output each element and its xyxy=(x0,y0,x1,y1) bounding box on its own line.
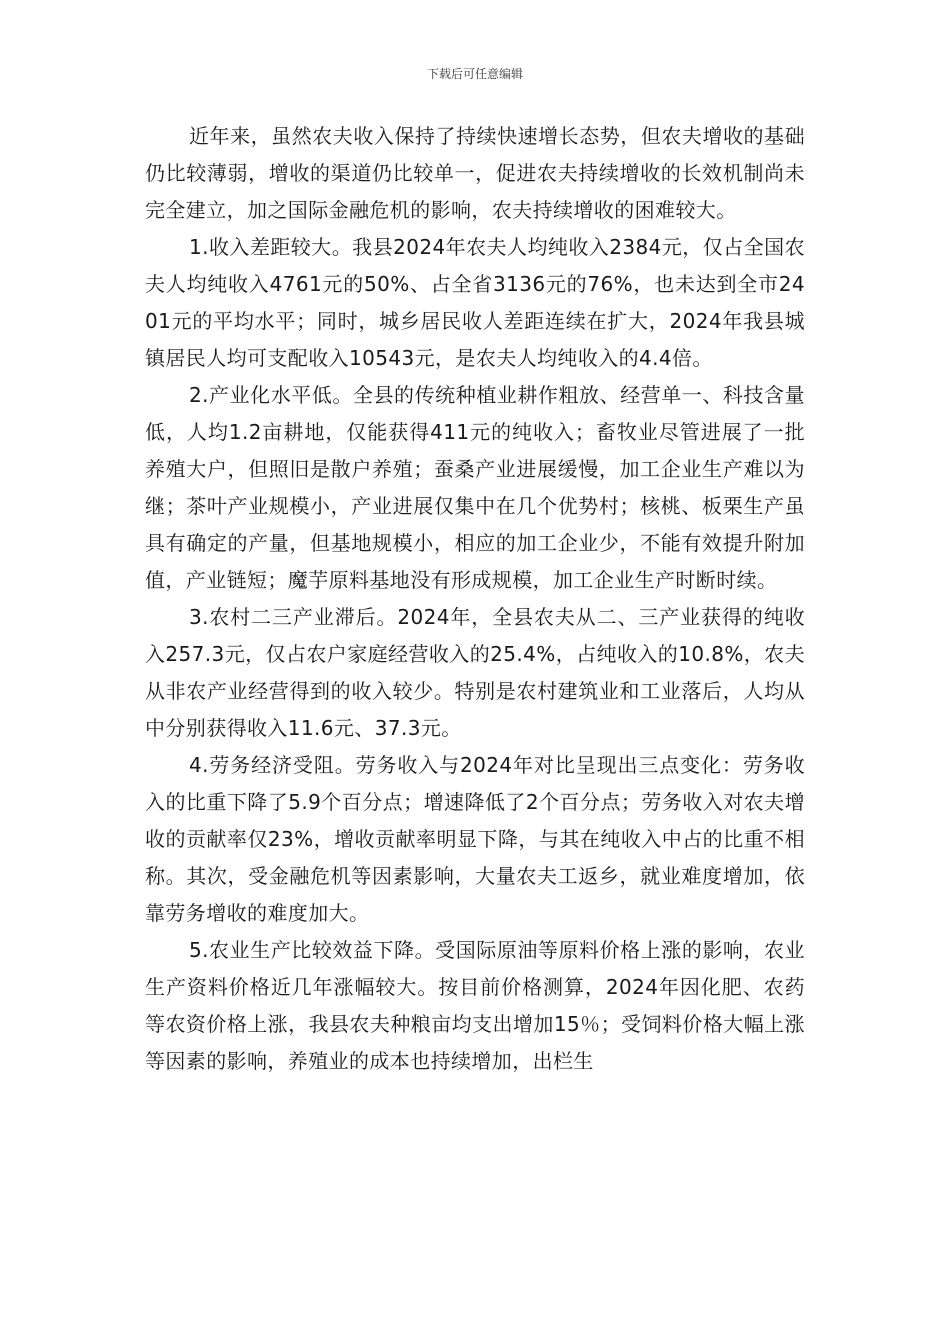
page-header: 下载后可任意编辑 xyxy=(426,67,523,81)
paragraph-agri-efficiency: 5.农业生产比较效益下降。受国际原油等原料价格上涨的影响，农业生产资料价格近几年涨幅较大。按目前价格测算，2024年因化肥、农药等农资价格上涨，我县农夫种粮亩均支出增加15％；受饲料价格大幅上涨等因素的影响，养殖业的成本也持续增加，出栏生 xyxy=(145,938,805,1073)
paragraph-industrialization: 2.产业化水平低。全县的传统种植业耕作粗放、经营单一、科技含量低，人均1.2亩耕地，仅能获得411元的纯收入；畜牧业尽管进展了一批养殖大户，但照旧是散户养殖；蚕桑产业进展缓慢，加工企业生产难以为继；茶叶产业规模小，产业进展仅集中在几个优势村；核桃、板栗生产虽具有确定的产量，但基地规模小，相应的加工企业少，不能有效提升附加值，产业链短；魔芋原料基地没有形成规模，加工企业生产时断时续。 xyxy=(145,383,805,592)
paragraph-income-gap: 1.收入差距较大。我县2024年农夫人均纯收入2384元，仅占全国农夫人均纯收入4761元的50%、占全省3136元的76%，也未达到全市2401元的平均水平；同时，城乡居民收人差距连续在扩大，2024年我县城镇居民人均可支配收入10543元，是农夫人均纯收入的4.4倍。 xyxy=(145,235,805,370)
paragraph-labor-economy: 4.劳务经济受阻。劳务收入与2024年对比呈现出三点变化：劳务收入的比重下降了5.9个百分点；增速降低了2个百分点；劳务收入对农夫增收的贡献率仅23%，增收贡献率明显下降，与其在纯收入中占的比重不相称。其次，受金融危机等因素影响，大量农夫工返乡，就业难度增加，依靠劳务增收的难度加大。 xyxy=(145,753,805,925)
document-body xyxy=(145,118,805,1080)
paragraph-rural-industries: 3.农村二三产业滞后。2024年，全县农夫从二、三产业获得的纯收入257.3元，仅占农户家庭经营收入的25.4%，占纯收入的10.8%，农夫从非农产业经营得到的收入较少。特别是农村建筑业和工业落后，人均从中分别获得收入11.6元、37.3元。 xyxy=(145,605,805,740)
paragraph-intro: 近年来，虽然农夫收入保持了持续快速增长态势，但农夫增收的基础仍比较薄弱，增收的渠道仍比较单一，促进农夫持续增收的长效机制尚未完全建立，加之国际金融危机的影响，农夫持续增收的困难较大。 xyxy=(145,124,805,222)
